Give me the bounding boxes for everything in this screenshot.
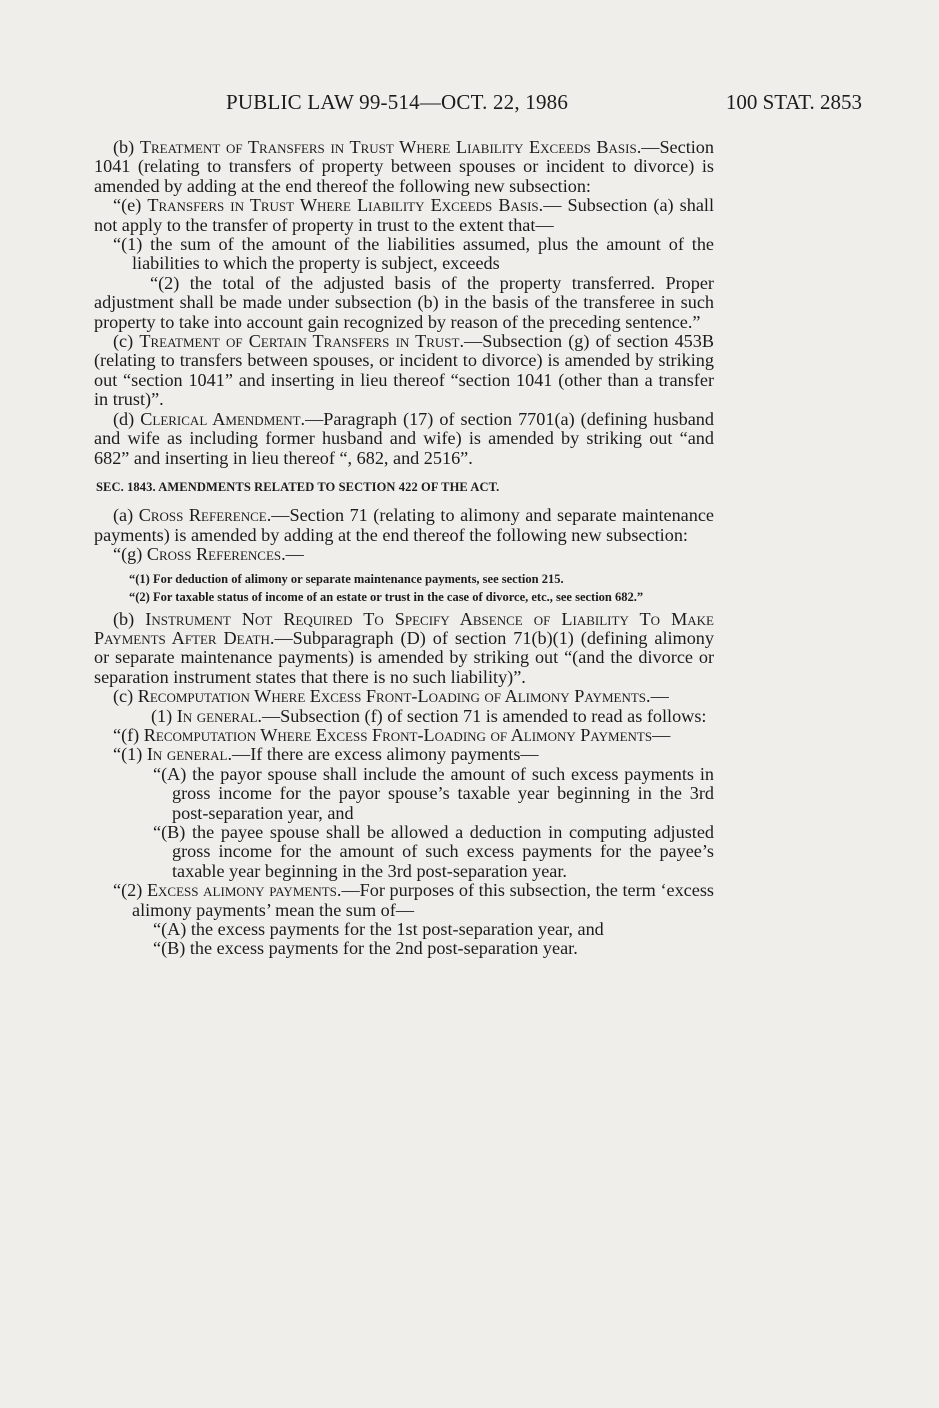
paragraph-d: (d) Clerical Amendment.—Paragraph (17) of section 7701(a) (defining husband and wife as including former husband and wife) is amended by striking out “and 682” and inserting in lieu thereof “, 682, and 2516”. (94, 408, 714, 468)
paragraph-b2: (b) Instrument Not Required To Specify Absence of Liability To Make Payments After Death.—Subparagraph (D) of section 71(b)(1) (defining alimony or separate maintenance payments) is amended by striking out “(and the divorce or separation instrument states that there is no such liability)”. (94, 608, 714, 687)
paragraph-f2: “(2) Excess alimony payments.—For purposes of this subsection, the term ‘excess alimony payments’ mean the sum of— (113, 880, 714, 920)
paragraph-c: (c) Treatment of Certain Transfers in Trust.—Subsection (g) of section 453B (relating to transfers between spouses, or incident to divorce) is amended by striking out “section 1041” and inserting in lieu thereof “section 1041 (other than a transfer in trust)”. (94, 331, 714, 410)
paragraph-c2-1: (1) In general.—Subsection (f) of section 71 is amended to read as follows: (151, 705, 707, 726)
paragraph-f2B: “(B) the excess payments for the 2nd post-separation year. (153, 938, 578, 959)
paragraph-f: “(f) Recomputation Where Excess Front-Loading of Alimony Payments— (113, 724, 671, 745)
paragraph-fA: “(A) the payor spouse shall include the amount of such excess payments in gross income for the payor spouse’s taxable year beginning in the 3rd post-separation year, and (153, 763, 714, 823)
cross-reference-2: “(2) For taxable status of income of an estate or trust in the case of divorce, etc., see section 682.” (129, 589, 644, 604)
paragraph-fB: “(B) the payee spouse shall be allowed a deduction in computing adjusted gross income for the amount of such excess payments for the payee’s taxable year beginning in the 3rd post-separation year. (153, 822, 714, 881)
document-body (94, 138, 714, 959)
paragraph-a: (a) Cross Reference.—Section 71 (relating to alimony and separate maintenance payments) is amended by adding at the end thereof the following new subsection: (94, 505, 714, 545)
paragraph-e2: “(2) the total of the adjusted basis of the property transferred. Proper adjustment shall be made under subsection (b) in the basis of the transferee in such property to take into account gain recognized by reason of the preceding sentence.” (94, 272, 714, 332)
paragraph-b: (b) Treatment of Transfers in Trust Where Liability Exceeds Basis.—Section 1041 (relating to transfers of property between spouses or incident to divorce) is amended by adding at the end thereof the following new subsection: (94, 137, 714, 196)
paragraph-e1: “(1) the sum of the amount of the liabilities assumed, plus the amount of the liabilities to which the property is subject, exceeds (113, 234, 714, 274)
paragraph-f2A: “(A) the excess payments for the 1st post-separation year, and (153, 919, 604, 940)
page-header (96, 90, 862, 120)
page-header-title: PUBLIC LAW 99-514—OCT. 22, 1986 (226, 90, 569, 114)
section-heading: SEC. 1843. AMENDMENTS RELATED TO SECTION 422 OF THE ACT. (96, 479, 500, 494)
paragraph-f1: “(1) In general.—If there are excess alimony payments— (113, 744, 539, 765)
paragraph-g: “(g) Cross References.— (113, 544, 304, 565)
paragraph-c2: (c) Recomputation Where Excess Front-Loading of Alimony Payments.— (113, 686, 669, 707)
cross-reference-1: “(1) For deduction of alimony or separate maintenance payments, see section 215. (129, 571, 564, 586)
page-header-stat: 100 STAT. 2853 (725, 90, 862, 114)
paragraph-e: “(e) Transfers in Trust Where Liability Exceeds Basis.— Subsection (a) shall not apply to the transfer of property in trust to the extent that— (94, 195, 715, 235)
